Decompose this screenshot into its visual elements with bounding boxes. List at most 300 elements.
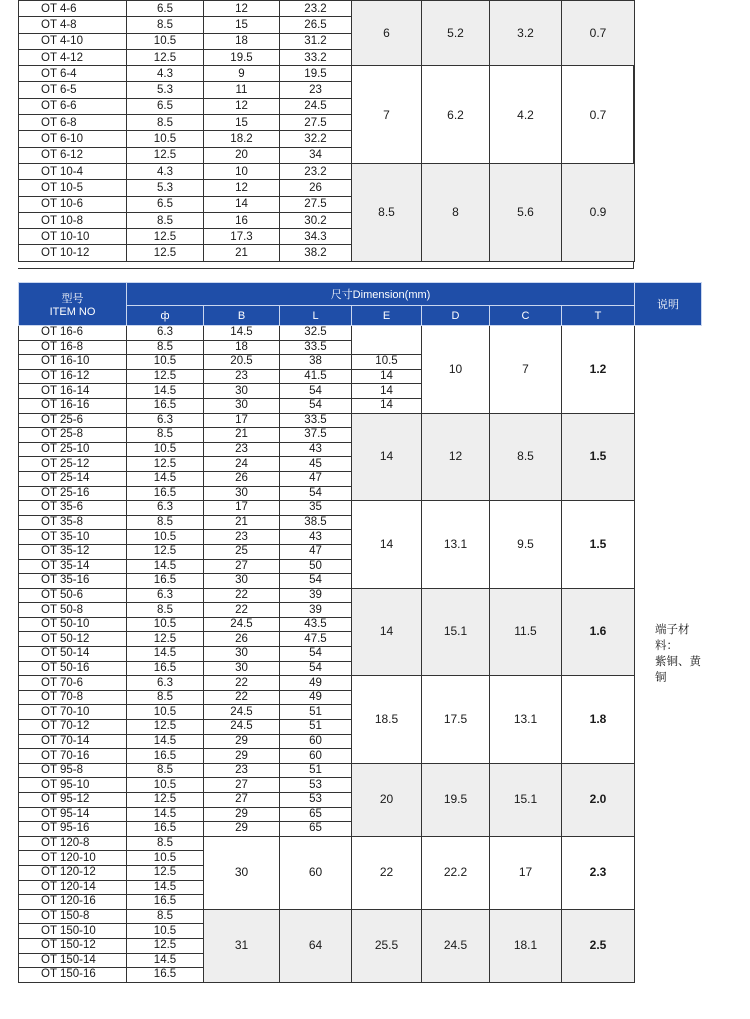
header-col-l: L bbox=[280, 306, 352, 326]
value-cell: 12.5 bbox=[127, 865, 204, 880]
header-item-en: ITEM NO bbox=[49, 306, 96, 318]
value-cell: 14 bbox=[204, 196, 280, 212]
value-cell: 8.5 bbox=[127, 763, 204, 778]
item-no-cell: OT 25-14 bbox=[19, 471, 127, 486]
value-cell: 12.5 bbox=[127, 544, 204, 559]
value-cell: 10 bbox=[204, 163, 280, 179]
value-cell: 60 bbox=[280, 749, 352, 764]
group-c-cell: 9.5 bbox=[490, 501, 562, 589]
value-cell: 24.5 bbox=[204, 617, 280, 632]
value-cell: 10.5 bbox=[127, 778, 204, 793]
table-row bbox=[19, 163, 635, 179]
item-no-cell: OT 16-8 bbox=[19, 340, 127, 355]
group-b-cell: 31 bbox=[204, 909, 280, 982]
value-cell: 39 bbox=[280, 588, 352, 603]
value-cell: 17 bbox=[204, 413, 280, 428]
value-cell: 29 bbox=[204, 822, 280, 837]
value-cell: 53 bbox=[280, 793, 352, 808]
value-cell: 5.3 bbox=[127, 180, 204, 196]
value-cell: 11 bbox=[204, 82, 280, 98]
group-t-cell: 0.7 bbox=[562, 1, 635, 66]
table-row bbox=[19, 413, 702, 428]
item-no-cell: OT 4-6 bbox=[19, 1, 127, 17]
table-top-bottom-border bbox=[18, 268, 634, 269]
value-cell: 30 bbox=[204, 647, 280, 662]
value-cell: 10.5 bbox=[127, 442, 204, 457]
group-e-cell: 18.5 bbox=[352, 676, 422, 764]
item-no-cell: OT 70-8 bbox=[19, 690, 127, 705]
value-cell: 29 bbox=[204, 807, 280, 822]
value-cell: 54 bbox=[280, 647, 352, 662]
table-top-continued bbox=[18, 0, 635, 262]
value-cell: 43 bbox=[280, 530, 352, 545]
group-e-cell: 14 bbox=[352, 384, 422, 399]
value-cell: 24.5 bbox=[204, 705, 280, 720]
header-col-d: D bbox=[422, 306, 490, 326]
value-cell: 12.5 bbox=[127, 369, 204, 384]
value-cell: 38.2 bbox=[280, 245, 352, 261]
value-cell: 10.5 bbox=[127, 851, 204, 866]
group-c-cell: 11.5 bbox=[490, 588, 562, 676]
header-col-phi: ф bbox=[127, 306, 204, 326]
value-cell: 6.3 bbox=[127, 326, 204, 341]
group-d-cell: 13.1 bbox=[422, 501, 490, 589]
group-t-cell: 0.9 bbox=[562, 163, 635, 261]
group-t-cell: 1.5 bbox=[562, 413, 635, 501]
value-cell: 30 bbox=[204, 398, 280, 413]
value-cell: 21 bbox=[204, 515, 280, 530]
value-cell: 22 bbox=[204, 588, 280, 603]
group-c-cell: 13.1 bbox=[490, 676, 562, 764]
header-item-cn: 型号 bbox=[61, 293, 84, 305]
value-cell: 41.5 bbox=[280, 369, 352, 384]
table-row bbox=[19, 66, 635, 82]
value-cell: 8.5 bbox=[127, 836, 204, 851]
item-no-cell: OT 120-16 bbox=[19, 895, 127, 910]
table-row bbox=[19, 1, 635, 17]
item-no-cell: OT 120-10 bbox=[19, 851, 127, 866]
group-t-cell: 0.7 bbox=[562, 66, 635, 164]
group-b-cell: 30 bbox=[204, 836, 280, 909]
header-dimension: 尺寸Dimension(mm) bbox=[127, 283, 635, 306]
group-l-cell: 64 bbox=[280, 909, 352, 982]
header-col-e: E bbox=[352, 306, 422, 326]
value-cell: 27.5 bbox=[280, 196, 352, 212]
value-cell: 16.5 bbox=[127, 968, 204, 983]
table-row bbox=[19, 676, 702, 691]
item-no-cell: OT 16-12 bbox=[19, 369, 127, 384]
group-c-cell: 5.6 bbox=[490, 163, 562, 261]
value-cell: 23.2 bbox=[280, 1, 352, 17]
value-cell: 31.2 bbox=[280, 33, 352, 49]
value-cell: 10.5 bbox=[127, 617, 204, 632]
value-cell: 12 bbox=[204, 180, 280, 196]
value-cell: 12.5 bbox=[127, 245, 204, 261]
value-cell: 12.5 bbox=[127, 632, 204, 647]
group-d-cell: 19.5 bbox=[422, 763, 490, 836]
value-cell: 27.5 bbox=[280, 115, 352, 131]
value-cell: 23 bbox=[204, 530, 280, 545]
value-cell: 10.5 bbox=[127, 355, 204, 370]
value-cell: 16.5 bbox=[127, 749, 204, 764]
item-no-cell: OT 6-6 bbox=[19, 98, 127, 114]
value-cell: 12.5 bbox=[127, 147, 204, 163]
value-cell: 60 bbox=[280, 734, 352, 749]
item-no-cell: OT 16-16 bbox=[19, 398, 127, 413]
value-cell: 6.5 bbox=[127, 98, 204, 114]
item-no-cell: OT 16-14 bbox=[19, 384, 127, 399]
value-cell: 65 bbox=[280, 822, 352, 837]
item-no-cell: OT 25-6 bbox=[19, 413, 127, 428]
value-cell: 12.5 bbox=[127, 49, 204, 65]
value-cell: 38.5 bbox=[280, 515, 352, 530]
value-cell: 23 bbox=[204, 763, 280, 778]
group-e-cell: 7 bbox=[352, 66, 422, 164]
item-no-cell: OT 150-8 bbox=[19, 909, 127, 924]
item-no-cell: OT 70-16 bbox=[19, 749, 127, 764]
value-cell: 14.5 bbox=[127, 734, 204, 749]
item-no-cell: OT 4-12 bbox=[19, 49, 127, 65]
value-cell: 32.5 bbox=[280, 326, 352, 341]
group-d-cell: 17.5 bbox=[422, 676, 490, 764]
value-cell: 14.5 bbox=[127, 471, 204, 486]
item-no-cell: OT 10-5 bbox=[19, 180, 127, 196]
item-no-cell: OT 50-14 bbox=[19, 647, 127, 662]
item-no-cell: OT 150-14 bbox=[19, 953, 127, 968]
group-e-cell: 20 bbox=[352, 763, 422, 836]
table-row bbox=[19, 763, 702, 778]
value-cell: 12.5 bbox=[127, 793, 204, 808]
value-cell: 8.5 bbox=[127, 909, 204, 924]
value-cell: 12.5 bbox=[127, 457, 204, 472]
value-cell: 8.5 bbox=[127, 603, 204, 618]
group-e-cell: 14 bbox=[352, 369, 422, 384]
item-no-cell: OT 25-16 bbox=[19, 486, 127, 501]
item-no-cell: OT 120-12 bbox=[19, 865, 127, 880]
value-cell: 47 bbox=[280, 544, 352, 559]
item-no-cell: OT 25-12 bbox=[19, 457, 127, 472]
value-cell: 43 bbox=[280, 442, 352, 457]
item-no-cell: OT 35-10 bbox=[19, 530, 127, 545]
group-e-cell: 14 bbox=[352, 501, 422, 589]
value-cell: 18 bbox=[204, 33, 280, 49]
value-cell: 18.2 bbox=[204, 131, 280, 147]
group-t-cell: 1.2 bbox=[562, 326, 635, 414]
value-cell: 50 bbox=[280, 559, 352, 574]
item-no-cell: OT 150-16 bbox=[19, 968, 127, 983]
value-cell: 23 bbox=[204, 369, 280, 384]
value-cell: 33.5 bbox=[280, 340, 352, 355]
group-l-cell: 60 bbox=[280, 836, 352, 909]
value-cell: 6.3 bbox=[127, 588, 204, 603]
value-cell: 38 bbox=[280, 355, 352, 370]
note-line: 端子材料： bbox=[655, 624, 690, 653]
value-cell: 37.5 bbox=[280, 428, 352, 443]
header-col-b: B bbox=[204, 306, 280, 326]
item-no-cell: OT 120-14 bbox=[19, 880, 127, 895]
value-cell: 25 bbox=[204, 544, 280, 559]
value-cell: 4.3 bbox=[127, 163, 204, 179]
value-cell: 22 bbox=[204, 690, 280, 705]
value-cell: 10.5 bbox=[127, 131, 204, 147]
value-cell: 12.5 bbox=[127, 938, 204, 953]
value-cell: 16.5 bbox=[127, 661, 204, 676]
item-no-cell: OT 95-16 bbox=[19, 822, 127, 837]
item-no-cell: OT 150-10 bbox=[19, 924, 127, 939]
item-no-cell: OT 16-6 bbox=[19, 326, 127, 341]
terminal-spec-table bbox=[18, 282, 702, 983]
value-cell: 24.5 bbox=[280, 98, 352, 114]
item-no-cell: OT 70-6 bbox=[19, 676, 127, 691]
item-no-cell: OT 50-12 bbox=[19, 632, 127, 647]
item-no-cell: OT 6-4 bbox=[19, 66, 127, 82]
item-no-cell: OT 6-12 bbox=[19, 147, 127, 163]
value-cell: 14.5 bbox=[127, 880, 204, 895]
table-row bbox=[19, 326, 702, 341]
group-d-cell: 24.5 bbox=[422, 909, 490, 982]
value-cell: 8.5 bbox=[127, 17, 204, 33]
value-cell: 21 bbox=[204, 428, 280, 443]
value-cell: 17 bbox=[204, 501, 280, 516]
item-no-cell: OT 6-10 bbox=[19, 131, 127, 147]
value-cell: 54 bbox=[280, 486, 352, 501]
group-e-cell: 22 bbox=[352, 836, 422, 909]
value-cell: 54 bbox=[280, 661, 352, 676]
value-cell: 14.5 bbox=[127, 384, 204, 399]
group-t-cell: 1.8 bbox=[562, 676, 635, 764]
value-cell: 29 bbox=[204, 749, 280, 764]
value-cell: 4.3 bbox=[127, 66, 204, 82]
group-d-cell: 15.1 bbox=[422, 588, 490, 676]
value-cell: 24 bbox=[204, 457, 280, 472]
group-d-cell: 10 bbox=[422, 326, 490, 414]
table-row bbox=[19, 588, 702, 603]
group-e-cell: 8.5 bbox=[352, 163, 422, 261]
value-cell: 45 bbox=[280, 457, 352, 472]
item-no-cell: OT 10-12 bbox=[19, 245, 127, 261]
group-c-cell: 7 bbox=[490, 326, 562, 414]
value-cell: 6.5 bbox=[127, 1, 204, 17]
value-cell: 6.5 bbox=[127, 196, 204, 212]
value-cell: 27 bbox=[204, 778, 280, 793]
item-no-cell: OT 25-10 bbox=[19, 442, 127, 457]
value-cell: 30 bbox=[204, 384, 280, 399]
value-cell: 8.5 bbox=[127, 340, 204, 355]
group-c-cell: 3.2 bbox=[490, 1, 562, 66]
value-cell: 19.5 bbox=[204, 49, 280, 65]
value-cell: 22 bbox=[204, 676, 280, 691]
value-cell: 54 bbox=[280, 574, 352, 589]
value-cell: 14.5 bbox=[127, 559, 204, 574]
value-cell: 20.5 bbox=[204, 355, 280, 370]
value-cell: 47.5 bbox=[280, 632, 352, 647]
value-cell: 26.5 bbox=[280, 17, 352, 33]
value-cell: 49 bbox=[280, 690, 352, 705]
value-cell: 6.3 bbox=[127, 501, 204, 516]
table-row bbox=[19, 836, 702, 851]
value-cell: 34.3 bbox=[280, 229, 352, 245]
value-cell: 24.5 bbox=[204, 720, 280, 735]
group-e-cell: 14 bbox=[352, 398, 422, 413]
item-no-cell: OT 10-10 bbox=[19, 229, 127, 245]
group-e-cell: 14 bbox=[352, 588, 422, 676]
value-cell: 26 bbox=[204, 632, 280, 647]
header-note: 说明 bbox=[635, 283, 702, 326]
item-no-cell: OT 35-8 bbox=[19, 515, 127, 530]
value-cell: 51 bbox=[280, 763, 352, 778]
item-no-cell: OT 120-8 bbox=[19, 836, 127, 851]
group-t-cell: 1.6 bbox=[562, 588, 635, 676]
value-cell: 23 bbox=[204, 442, 280, 457]
item-no-cell: OT 10-6 bbox=[19, 196, 127, 212]
value-cell: 34 bbox=[280, 147, 352, 163]
value-cell: 9 bbox=[204, 66, 280, 82]
note-line: 紫铜、黄铜 bbox=[655, 656, 701, 685]
value-cell: 53 bbox=[280, 778, 352, 793]
item-no-cell: OT 95-10 bbox=[19, 778, 127, 793]
item-no-cell: OT 50-6 bbox=[19, 588, 127, 603]
item-no-cell: OT 95-14 bbox=[19, 807, 127, 822]
group-c-cell: 8.5 bbox=[490, 413, 562, 501]
group-c-cell: 17 bbox=[490, 836, 562, 909]
item-no-cell: OT 50-10 bbox=[19, 617, 127, 632]
value-cell: 30 bbox=[204, 486, 280, 501]
item-no-cell: OT 10-4 bbox=[19, 163, 127, 179]
value-cell: 30 bbox=[204, 661, 280, 676]
value-cell: 8.5 bbox=[127, 515, 204, 530]
value-cell: 32.2 bbox=[280, 131, 352, 147]
group-c-cell: 18.1 bbox=[490, 909, 562, 982]
value-cell: 54 bbox=[280, 398, 352, 413]
value-cell: 26 bbox=[204, 471, 280, 486]
item-no-cell: OT 50-8 bbox=[19, 603, 127, 618]
value-cell: 27 bbox=[204, 793, 280, 808]
value-cell: 33.5 bbox=[280, 413, 352, 428]
item-no-cell: OT 95-8 bbox=[19, 763, 127, 778]
value-cell: 19.5 bbox=[280, 66, 352, 82]
value-cell: 22 bbox=[204, 603, 280, 618]
value-cell: 16.5 bbox=[127, 822, 204, 837]
value-cell: 16.5 bbox=[127, 486, 204, 501]
group-t-cell: 2.5 bbox=[562, 909, 635, 982]
value-cell: 8.5 bbox=[127, 212, 204, 228]
item-no-cell: OT 95-12 bbox=[19, 793, 127, 808]
value-cell: 15 bbox=[204, 115, 280, 131]
header-col-t: T bbox=[562, 306, 635, 326]
group-c-cell: 15.1 bbox=[490, 763, 562, 836]
value-cell: 17.3 bbox=[204, 229, 280, 245]
group-e-cell bbox=[352, 326, 422, 355]
table-row bbox=[19, 501, 702, 516]
value-cell: 18 bbox=[204, 340, 280, 355]
group-d-cell: 8 bbox=[422, 163, 490, 261]
value-cell: 16 bbox=[204, 212, 280, 228]
value-cell: 47 bbox=[280, 471, 352, 486]
item-no-cell: OT 50-16 bbox=[19, 661, 127, 676]
item-no-cell: OT 16-10 bbox=[19, 355, 127, 370]
item-no-cell: OT 150-12 bbox=[19, 938, 127, 953]
group-e-cell: 6 bbox=[352, 1, 422, 66]
item-no-cell: OT 35-14 bbox=[19, 559, 127, 574]
value-cell: 16.5 bbox=[127, 398, 204, 413]
value-cell: 14.5 bbox=[204, 326, 280, 341]
item-no-cell: OT 70-12 bbox=[19, 720, 127, 735]
group-d-cell: 22.2 bbox=[422, 836, 490, 909]
header-col-c: C bbox=[490, 306, 562, 326]
group-t-cell: 1.5 bbox=[562, 501, 635, 589]
value-cell: 14.5 bbox=[127, 647, 204, 662]
item-no-cell: OT 35-16 bbox=[19, 574, 127, 589]
item-no-cell: OT 10-8 bbox=[19, 212, 127, 228]
value-cell: 33.2 bbox=[280, 49, 352, 65]
value-cell: 16.5 bbox=[127, 574, 204, 589]
value-cell: 15 bbox=[204, 17, 280, 33]
value-cell: 27 bbox=[204, 559, 280, 574]
group-d-cell: 5.2 bbox=[422, 1, 490, 66]
value-cell: 14.5 bbox=[127, 807, 204, 822]
item-no-cell: OT 4-8 bbox=[19, 17, 127, 33]
value-cell: 26 bbox=[280, 180, 352, 196]
value-cell: 10.5 bbox=[127, 705, 204, 720]
value-cell: 21 bbox=[204, 245, 280, 261]
group-d-cell: 12 bbox=[422, 413, 490, 501]
value-cell: 6.3 bbox=[127, 676, 204, 691]
value-cell: 23 bbox=[280, 82, 352, 98]
group-e-cell: 14 bbox=[352, 413, 422, 501]
group-d-cell: 6.2 bbox=[422, 66, 490, 164]
item-no-cell: OT 35-12 bbox=[19, 544, 127, 559]
item-no-cell: OT 4-10 bbox=[19, 33, 127, 49]
value-cell: 43.5 bbox=[280, 617, 352, 632]
value-cell: 8.5 bbox=[127, 428, 204, 443]
value-cell: 39 bbox=[280, 603, 352, 618]
group-t-cell: 2.3 bbox=[562, 836, 635, 909]
item-no-cell: OT 70-10 bbox=[19, 705, 127, 720]
value-cell: 35 bbox=[280, 501, 352, 516]
value-cell: 12.5 bbox=[127, 229, 204, 245]
value-cell: 6.3 bbox=[127, 413, 204, 428]
value-cell: 23.2 bbox=[280, 163, 352, 179]
value-cell: 65 bbox=[280, 807, 352, 822]
value-cell: 49 bbox=[280, 676, 352, 691]
value-cell: 16.5 bbox=[127, 895, 204, 910]
value-cell: 51 bbox=[280, 720, 352, 735]
item-no-cell: OT 35-6 bbox=[19, 501, 127, 516]
value-cell: 30.2 bbox=[280, 212, 352, 228]
value-cell: 12.5 bbox=[127, 720, 204, 735]
item-no-cell: OT 6-5 bbox=[19, 82, 127, 98]
group-c-cell: 4.2 bbox=[490, 66, 562, 164]
item-no-cell: OT 70-14 bbox=[19, 734, 127, 749]
item-no-cell: OT 6-8 bbox=[19, 115, 127, 131]
group-e-cell: 10.5 bbox=[352, 355, 422, 370]
group-t-cell: 2.0 bbox=[562, 763, 635, 836]
value-cell: 12 bbox=[204, 1, 280, 17]
value-cell: 10.5 bbox=[127, 33, 204, 49]
header-item-no bbox=[19, 283, 127, 326]
value-cell: 5.3 bbox=[127, 82, 204, 98]
value-cell: 8.5 bbox=[127, 690, 204, 705]
value-cell: 29 bbox=[204, 734, 280, 749]
table-row bbox=[19, 909, 702, 924]
value-cell: 10.5 bbox=[127, 530, 204, 545]
value-cell: 30 bbox=[204, 574, 280, 589]
value-cell: 51 bbox=[280, 705, 352, 720]
value-cell: 14.5 bbox=[127, 953, 204, 968]
value-cell: 20 bbox=[204, 147, 280, 163]
value-cell: 54 bbox=[280, 384, 352, 399]
value-cell: 10.5 bbox=[127, 924, 204, 939]
